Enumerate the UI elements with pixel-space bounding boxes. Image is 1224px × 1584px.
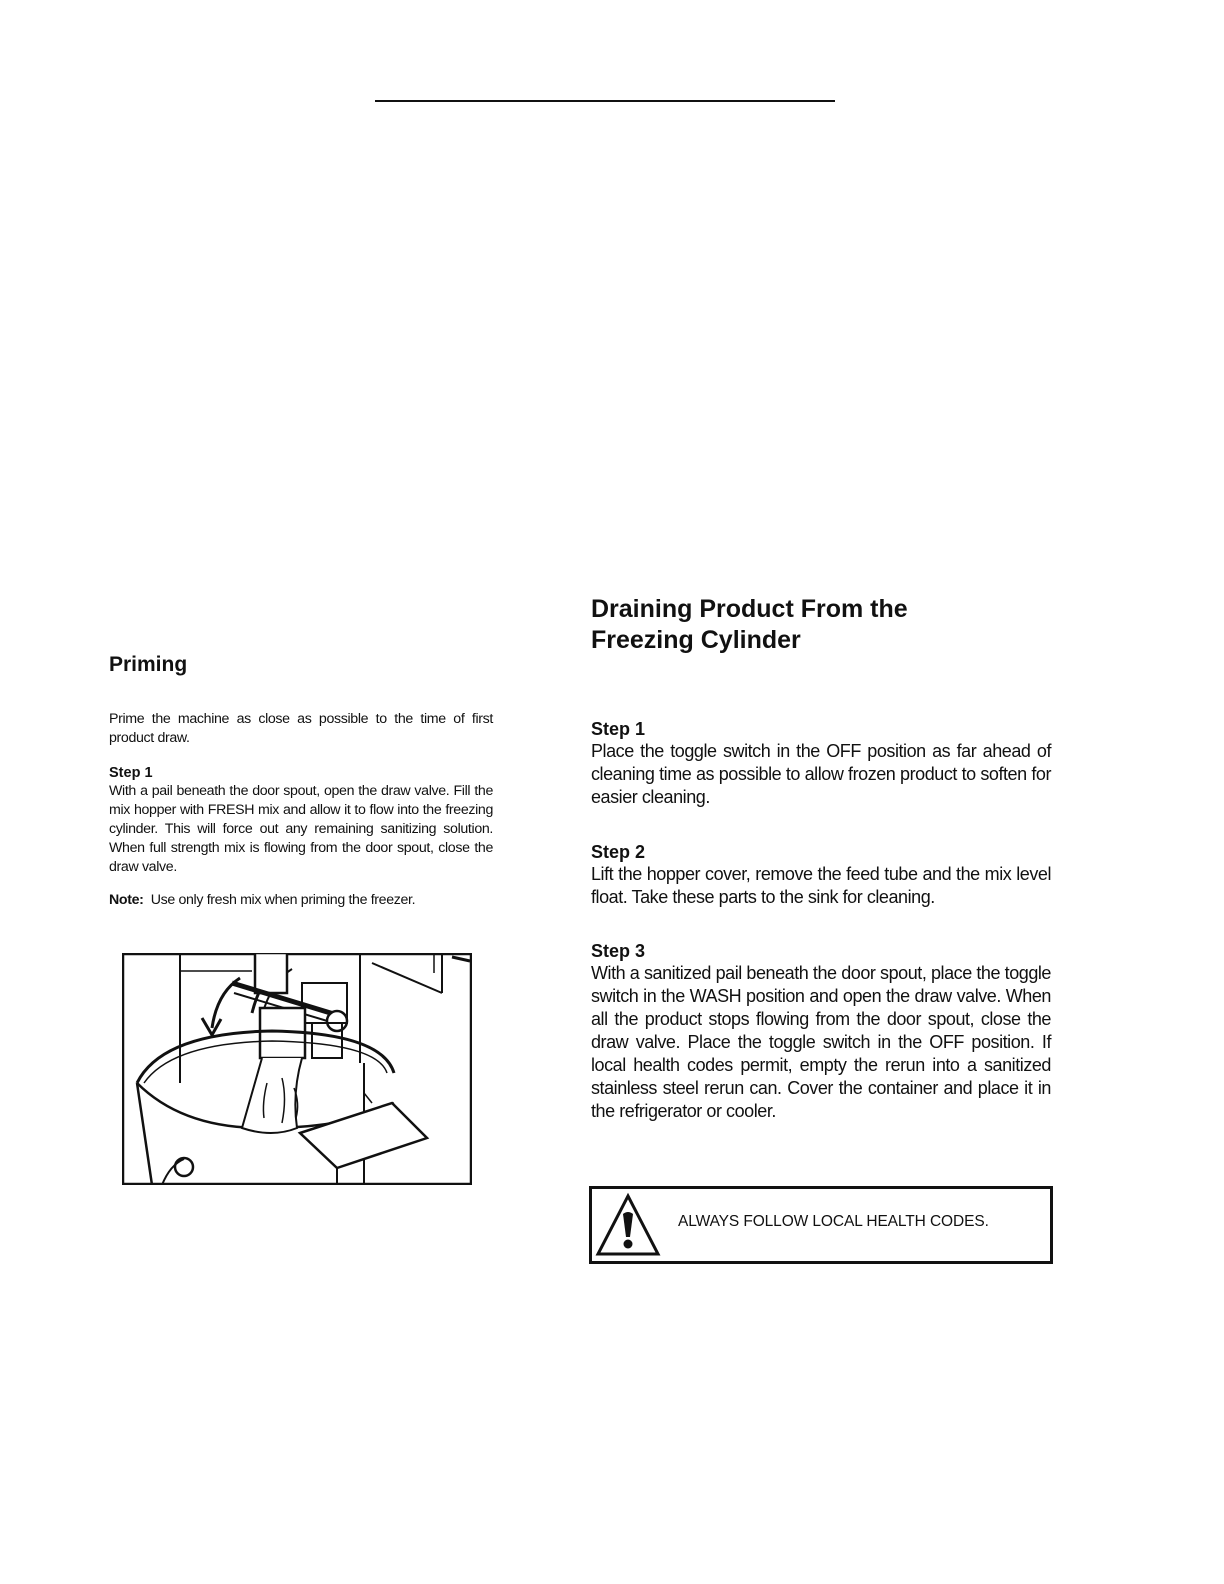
draining-step1-text: Place the toggle switch in the OFF position as far ahead of cleaning time as possible to allow frozen product to soften for easier cleaning. <box>591 741 1051 807</box>
priming-step1-text: With a pail beneath the door spout, open the draw valve. Fill the mix hopper with FRESH mix and allow it to flow into the freezing cylinder. This will force out any remaining sanitizing solution. When full strength mix is flowing from the door spout, close the draw valve. <box>109 783 493 875</box>
priming-section <box>109 650 493 910</box>
warning-triangle-icon <box>595 1192 661 1258</box>
warning-text: ALWAYS FOLLOW LOCAL HEALTH CODES. <box>678 1213 989 1230</box>
header-rule <box>375 100 835 102</box>
pail-spout-illustration <box>122 953 472 1185</box>
priming-note <box>109 891 493 910</box>
warning-box <box>589 1186 1053 1264</box>
priming-step1-label: Step 1 <box>109 765 153 781</box>
draining-section <box>591 594 1051 1123</box>
draining-title-line1: Draining Product From the <box>591 595 908 623</box>
draining-step3-label: Step 3 <box>591 941 646 961</box>
draining-title-line2: Freezing Cylinder <box>591 626 801 654</box>
draining-step2-text: Lift the hopper cover, remove the feed tube and the mix level float. Take these parts to the sink for cleaning. <box>591 864 1051 907</box>
draining-step1-label: Step 1 <box>591 719 646 739</box>
note-label: Note: <box>109 892 144 908</box>
draining-step2-label: Step 2 <box>591 842 646 862</box>
priming-title: Priming <box>109 653 188 676</box>
note-text: Use only fresh mix when priming the freezer. <box>150 892 416 908</box>
priming-intro: Prime the machine as close as possible to the time of first product draw. <box>109 711 493 746</box>
draining-step3-text: With a sanitized pail beneath the door spout, place the toggle switch in the WASH position and open the draw valve. When all the product stops flowing from the door spout, close the draw valve. Place the toggle switch in the OFF position. If local health codes permit, empty the rerun into a sanitized stainless steel rerun can. Cover the container and place it in the refrigerator or cooler. <box>591 963 1051 1121</box>
draining-title <box>591 594 1051 656</box>
